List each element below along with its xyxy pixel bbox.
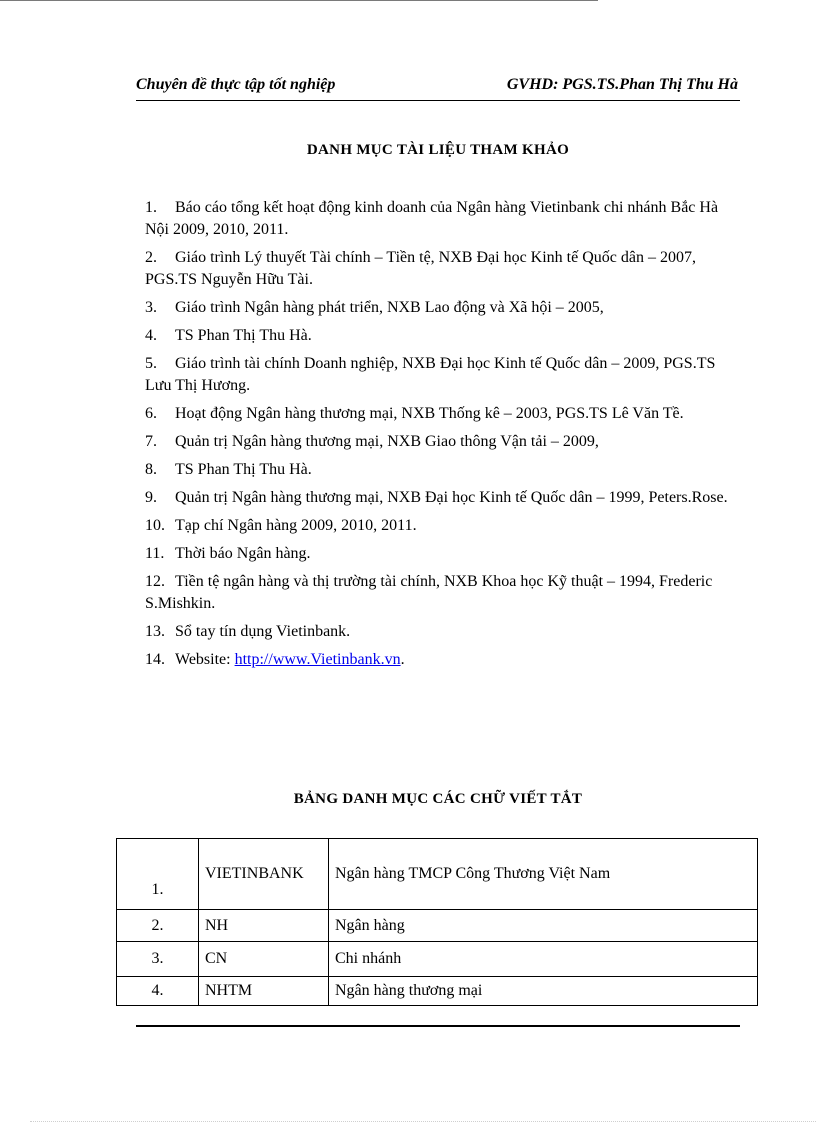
reference-number: 8. [145,461,157,478]
abbr-code: CN [199,942,329,977]
reference-item [145,403,735,425]
reference-item [145,197,735,241]
top-rule [0,0,598,1]
reference-item [145,459,735,481]
reference-text: Tạp chí Ngân hàng 2009, 2010, 2011. [175,517,417,534]
table-row [117,942,758,977]
reference-text [135,649,735,671]
table-row [117,977,758,1006]
reference-text: TS Phan Thị Thu Hà. [175,461,312,478]
abbr-code: VIETINBANK [199,839,329,910]
reference-item [145,621,735,643]
reference-number: 14. [145,651,165,668]
reference-text: Giáo trình tài chính Doanh nghiệp, NXB Đại học Kinh tế Quốc dân – 2009, PGS.TS Lưu Thị Hương. [145,355,716,394]
reference-number: 6. [145,405,157,422]
website-link[interactable]: http://www.Vietinbank.vn [234,651,401,668]
abbr-code: NHTM [199,977,329,1006]
abbr-meaning: Ngân hàng TMCP Công Thương Việt Nam [329,839,758,910]
reference-item [145,353,735,397]
page-bottom-edge [30,1121,816,1122]
reference-number: 5. [145,355,157,372]
reference-text: TS Phan Thị Thu Hà. [175,327,312,344]
website-suffix: . [400,651,405,668]
abbr-meaning: Ngân hàng [329,910,758,942]
reference-number: 2. [145,249,157,266]
reference-text: Giáo trình Ngân hàng phát triển, NXB Lao động và Xã hội – 2005, [175,299,604,316]
header-right-supervisor: GVHD: PGS.TS.Phan Thị Thu Hà [506,76,738,93]
page-header [136,74,740,101]
reference-number: 3. [145,299,157,316]
table-row [117,910,758,942]
header-left-title: Chuyên đề thực tập tốt nghiệp [136,76,336,93]
reference-text: Hoạt động Ngân hàng thương mại, NXB Thống kê – 2003, PGS.TS Lê Văn Tề. [175,405,684,422]
abbreviations-table [116,838,758,1006]
abbr-number: 1. [117,839,199,910]
reference-number: 4. [145,327,157,344]
abbr-meaning: Chi nhánh [329,942,758,977]
reference-text: Thời báo Ngân hàng. [175,545,311,562]
reference-item [145,515,735,537]
reference-text: Báo cáo tổng kết hoạt động kinh doanh của Ngân hàng Vietinbank chi nhánh Bắc Hà Nội 2009, 2010, 2011. [145,199,719,238]
abbr-number: 4. [117,977,199,1006]
reference-item [145,487,735,509]
references-title: DANH MỤC TÀI LIỆU THAM KHẢO [306,142,570,158]
reference-item [145,325,735,347]
reference-text: Quản trị Ngân hàng thương mại, NXB Giao thông Vận tải – 2009, [175,433,599,450]
website-prefix: Website: [175,651,235,668]
reference-number: 9. [145,489,157,506]
references-list [145,197,735,677]
reference-number: 10. [145,517,165,534]
reference-number: 13. [145,623,165,640]
reference-item-website [145,649,735,671]
reference-text: Tiền tệ ngân hàng và thị trường tài chính, NXB Khoa học Kỹ thuật – 1994, Frederic S.Mishkin. [145,573,713,612]
abbr-number: 2. [117,910,199,942]
abbr-code: NH [199,910,329,942]
reference-item [145,571,735,615]
reference-number: 7. [145,433,157,450]
reference-text: Giáo trình Lý thuyết Tài chính – Tiền tệ, NXB Đại học Kinh tế Quốc dân – 2007, PGS.TS Nguyễn Hữu Tài. [145,249,696,288]
reference-number: 1. [145,199,157,216]
reference-item [145,247,735,291]
reference-number: 12. [145,573,165,590]
abbr-meaning: Ngân hàng thương mại [329,977,758,1006]
abbr-number: 3. [117,942,199,977]
reference-number: 11. [145,545,165,562]
reference-item [145,431,735,453]
abbreviations-title: BẢNG DANH MỤC CÁC CHỮ VIẾT TẮT [293,791,583,807]
footer-rule [136,1025,740,1027]
table-row [117,839,758,910]
reference-text: Quản trị Ngân hàng thương mại, NXB Đại học Kinh tế Quốc dân – 1999, Peters.Rose. [175,489,728,506]
reference-item [145,543,735,565]
reference-item [145,297,735,319]
reference-text: Sổ tay tín dụng Vietinbank. [175,623,351,640]
